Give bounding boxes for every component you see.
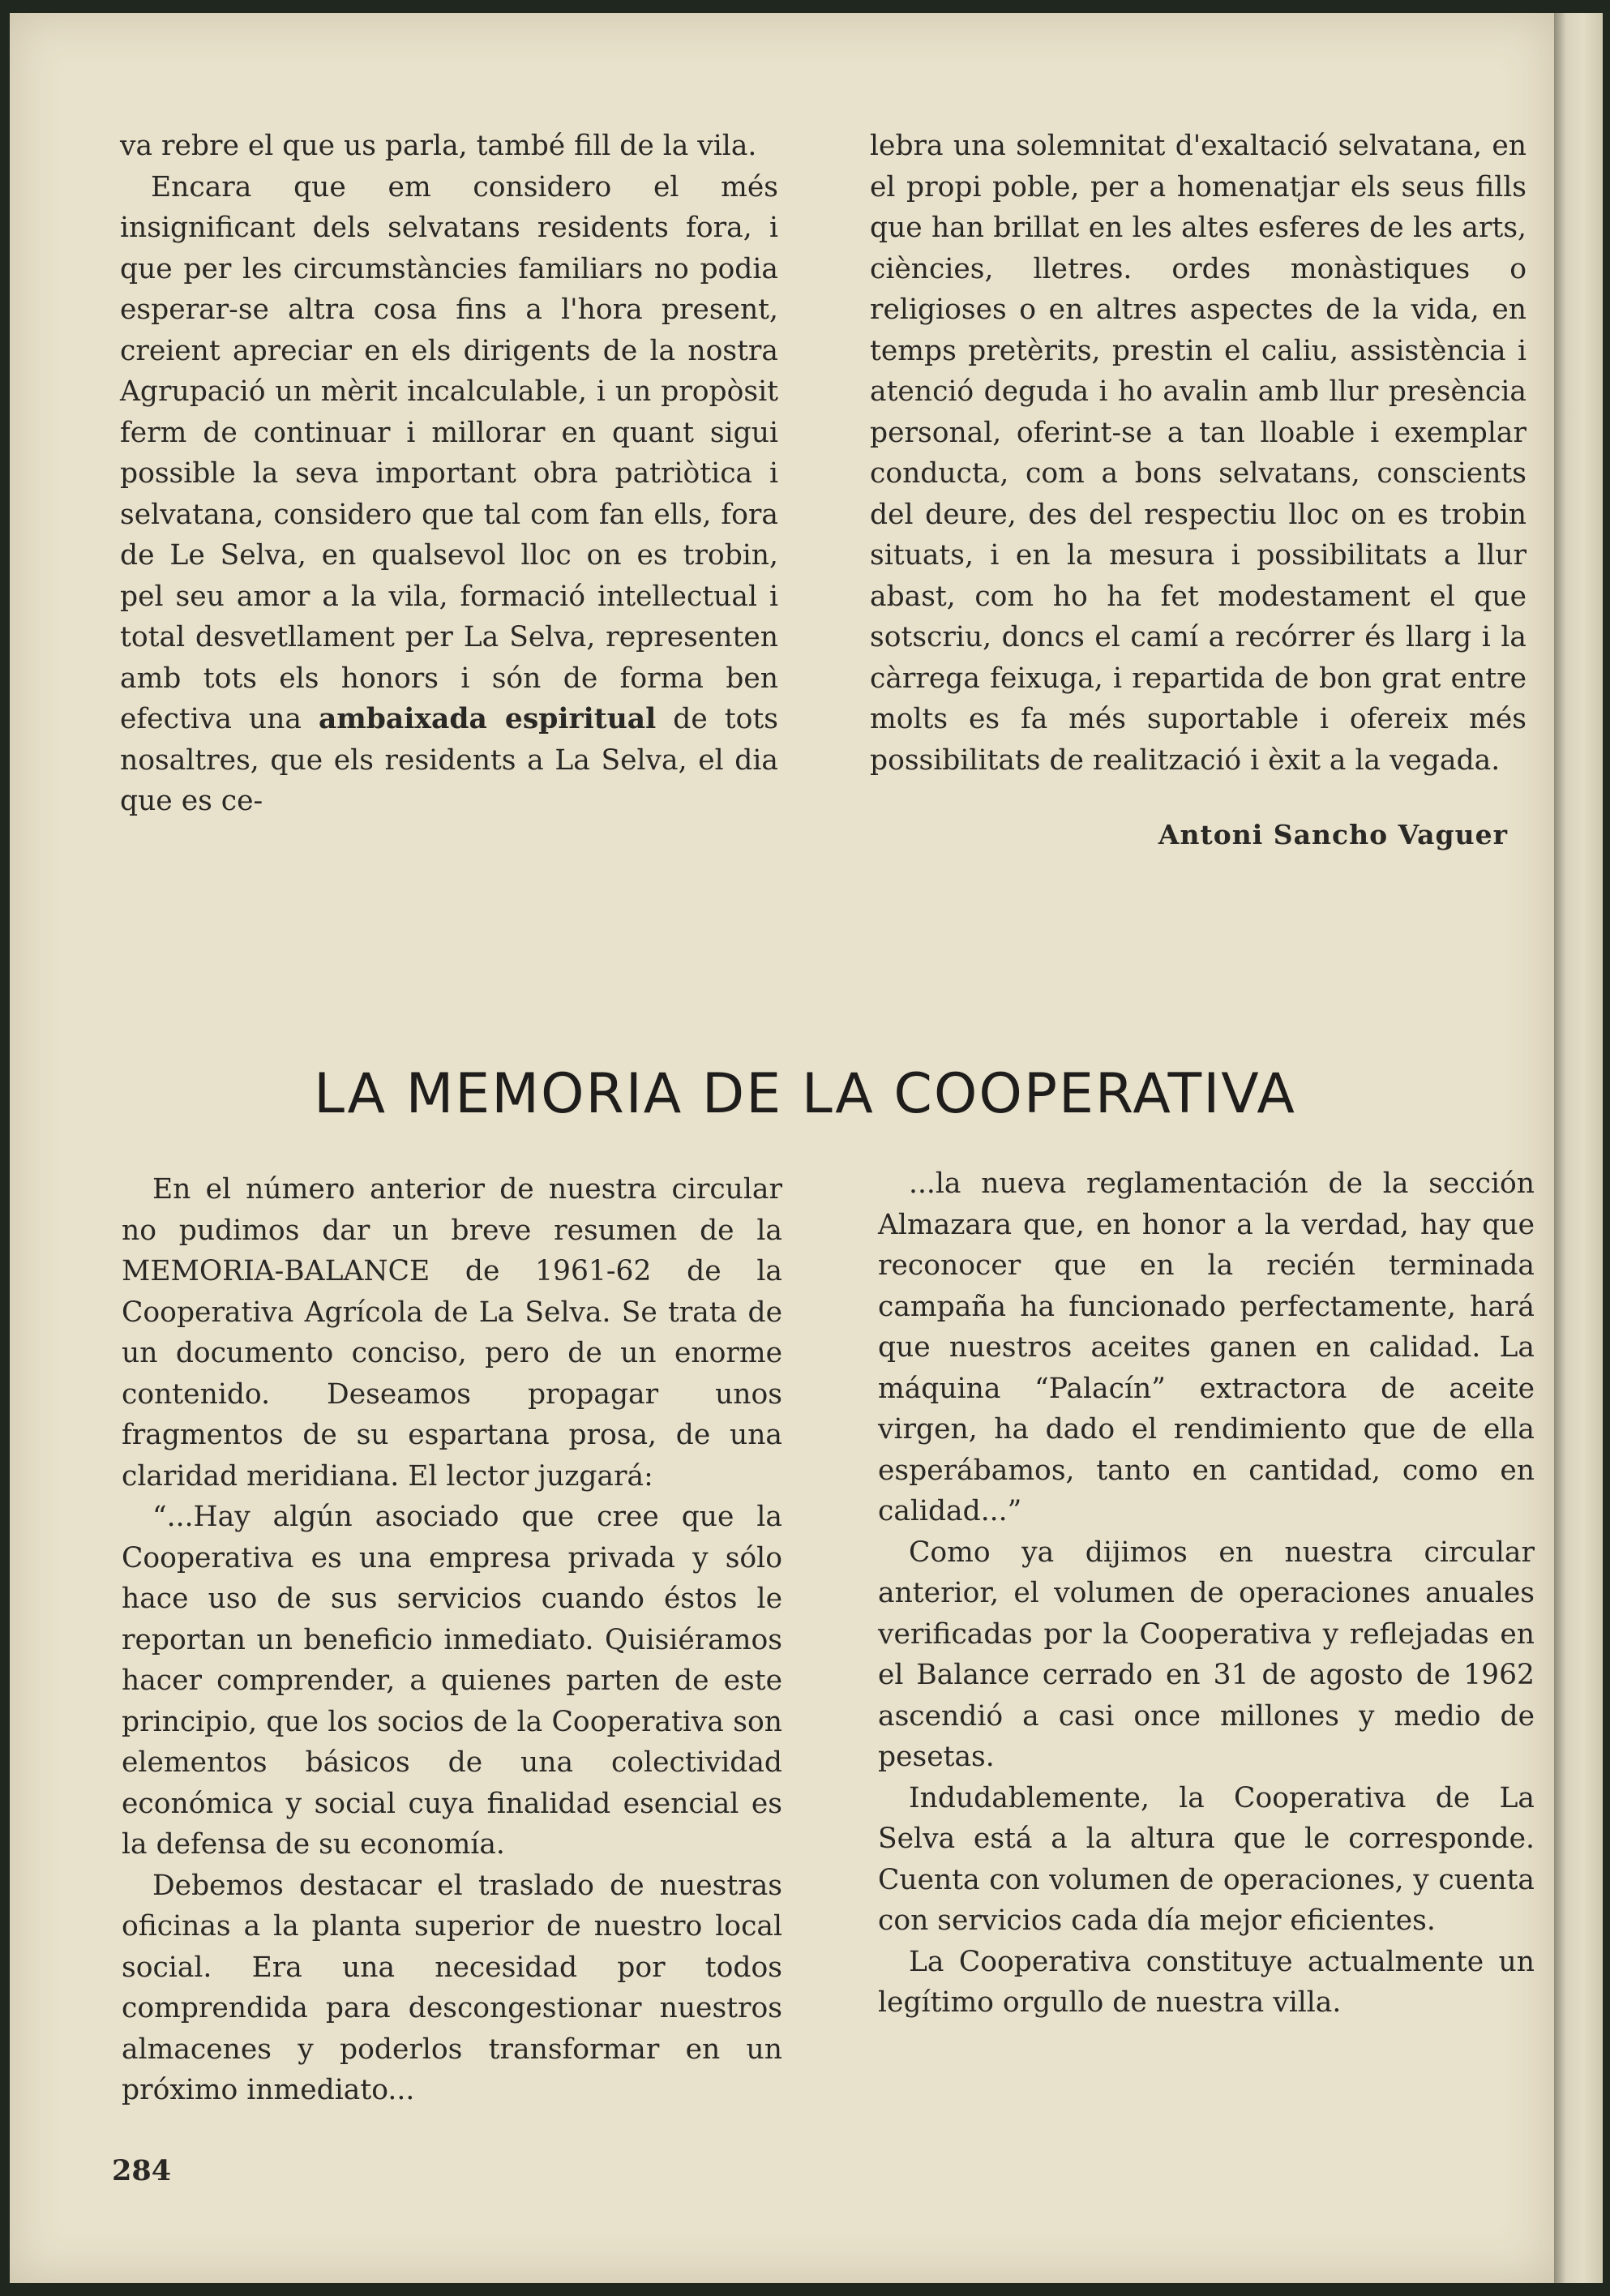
text-run: Encara que em considero el més insignificant dels selvatans residents fora, i que per les circumstàncies familiars no podia esperar-se altra cosa fins a l'hora present, creient apreciar en els dirigents de la nostra Agrupació un mèrit incalculable, i un propòsit ferm de continuar i millorar en quant sigui possible la seva important obra patriòtica i selvatana, considero que tal com fan ells, fora de Le Selva, en qualsevol lloc on es trobin, pel seu amor a la vila, formació intellectual i total desvetllament per La Selva, representen amb tots els honors i són de forma ben efectiva una: [120, 170, 778, 735]
text-run: de tots nosaltres, que els residents a La Selva, el dia que es ce-: [120, 703, 778, 817]
top-article-column-2: [870, 126, 1527, 781]
book-spine: [1554, 13, 1603, 2283]
paragraph: La Cooperativa constituye actualmente un legítimo orgullo de nuestra villa.: [878, 1945, 1535, 2019]
bottom-article-column-2: [878, 1163, 1535, 2024]
paragraph: lebra una solemnitat d'exaltació selvatana, en el propi poble, per a homenatjar els seus fills que han brillat en les altes esferes de les arts, ciències, lletres. ordes monàstiques o religioses o en altres aspectes de la vida, en temps pretèrits, prestin el caliu, assistència i atenció deguda i ho avalin amb llur presència personal, oferint-se a tan lloable i exemplar conducta, com a bons selvatans, conscients del deure, des del respectiu lloc on es trobin situats, i en la mesura i possibilitats a llur abast, com ho ha fet modestament el que sotscriu, doncs el camí a recórrer és llarg i la càrrega feixuga, i repartida de bon grat entre molts es fa més suportable i ofereix més possibilitats de realització i èxit a la vegada.: [870, 130, 1527, 777]
article-headline: LA MEMORIA DE LA COOPERATIVA: [314, 1062, 1296, 1126]
author-signature: Antoni Sancho Vaguer: [1158, 819, 1508, 850]
paragraph: Indudablemente, la Cooperativa de La Selva está a la altura que le corresponde. Cuenta con volumen de operaciones, y cuenta con servicios cada día mejor eficientes.: [878, 1781, 1535, 1937]
paragraph: “...Hay algún asociado que cree que la Cooperativa es una empresa privada y sólo hace uso de sus servicios cuando éstos le reportan un beneficio inmediato. Quisiéramos hacer comprender, a quienes parten de este principio, que los socios de la Cooperativa son elementos básicos de una colectividad económica y social cuya finalidad esencial es la defensa de su economía.: [122, 1501, 782, 1861]
paragraph: Debemos destacar el traslado de nuestras oficinas a la planta superior de nuestro local social. Era una necesidad por todos comprendida para descongestionar nuestros almacenes y poderlos transformar en un próximo inmediato...: [122, 1869, 782, 2106]
paragraph: ...la nueva reglamentación de la sección Almazara que, en honor a la verdad, hay que reconocer que en la recién terminada campaña ha funcionado perfectamente, hará que nuestros aceites ganen en calidad. La máquina “Palacín” extractora de aceite virgen, ha dado el rendimiento que de ella esperábamos, tanto en cantidad, como en calidad...”: [878, 1167, 1535, 1527]
paragraph: En el número anterior de nuestra circular no pudimos dar un breve resumen de la MEMORIA-BALANCE de 1961-62 de la Cooperativa Agrícola de La Selva. Se trata de un documento conciso, pero de un enorme contenido. Deseamos propagar unos fragmentos de su espartana prosa, de una claridad meridiana. El lector juzgará:: [122, 1173, 782, 1493]
emphasis-text: ambaixada espiritual: [318, 703, 657, 735]
page-number: 284: [112, 2154, 172, 2187]
paragraph: va rebre el que us parla, també fill de la vila.: [120, 130, 757, 162]
paragraph: Como ya dijimos en nuestra circular anterior, el volumen de operaciones anuales verificadas por la Cooperativa y reflejadas en el Balance cerrado en 31 de agosto de 1962 ascendió a casi once millones y medio de pesetas.: [878, 1536, 1535, 1773]
bottom-article-column-1: [122, 1169, 782, 2111]
top-article-column-1: [120, 126, 778, 822]
paragraph: [120, 167, 778, 822]
